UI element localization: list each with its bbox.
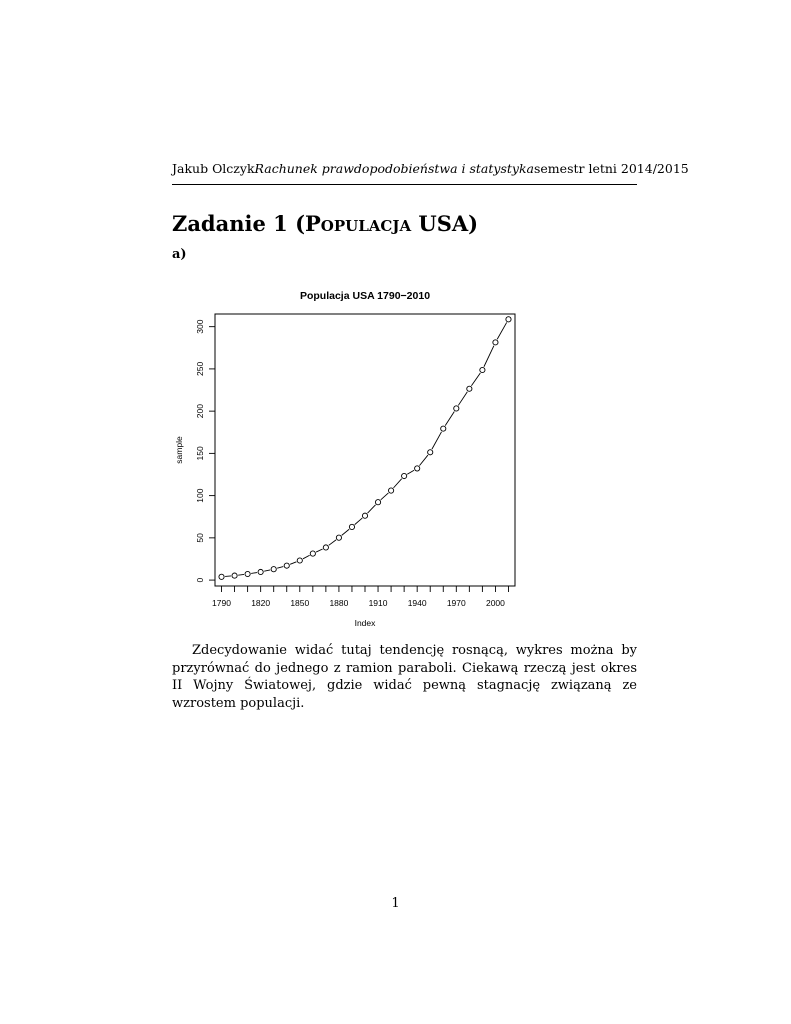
series-line-segment	[484, 346, 494, 367]
series-line-segment	[225, 576, 231, 577]
header-course: Rachunek prawdopodobieństwa i statystyka	[254, 161, 534, 176]
y-tick-label: 200	[195, 404, 205, 419]
chart-title: Populacja USA 1790−2010	[299, 290, 431, 302]
data-point	[415, 466, 420, 471]
data-point	[362, 513, 367, 518]
header-rule	[172, 184, 637, 185]
series-line-segment	[381, 493, 389, 500]
series-line-segment	[432, 432, 442, 449]
paragraph-text: Zdecydowanie widać tutaj tendencję rosnącą, wykres można by przyrównać do jednego z ramion paraboli. Ciekawą rzeczą jest okres II Wojny Światowej, gdzie widać pewną stagnację związaną ze wzrostem populacji.	[172, 643, 637, 711]
series-line-segment	[251, 573, 257, 574]
data-point	[454, 406, 459, 411]
y-tick-label: 50	[195, 533, 206, 543]
series-line-segment	[264, 570, 270, 571]
data-point	[506, 317, 511, 322]
plot-frame	[215, 314, 515, 586]
series-line-segment	[407, 470, 414, 474]
subsection-label: a)	[172, 247, 187, 262]
data-point	[219, 574, 224, 579]
population-chart	[165, 282, 525, 634]
data-point	[284, 563, 289, 568]
x-tick-label: 1880	[329, 598, 349, 608]
data-point	[323, 545, 328, 550]
x-tick-label: 1970	[446, 598, 466, 608]
population-figure	[165, 282, 525, 634]
x-tick-label: 2000	[485, 598, 505, 608]
series-line-segment	[471, 373, 480, 386]
series-line-segment	[238, 574, 244, 575]
data-point	[297, 558, 302, 563]
section-title	[172, 211, 478, 236]
running-header	[172, 161, 689, 176]
x-tick-label: 1790	[212, 598, 231, 608]
series-line-segment	[303, 555, 310, 559]
x-tick-label: 1850	[290, 598, 310, 608]
data-point	[271, 567, 276, 572]
data-point	[467, 386, 472, 391]
data-point	[388, 488, 393, 493]
section-subtitle: (Populacja USA)	[295, 211, 479, 236]
y-tick-label: 300	[195, 319, 205, 334]
data-point	[336, 535, 341, 540]
series-line-segment	[367, 505, 375, 513]
series-line-segment	[393, 479, 401, 488]
data-point	[480, 367, 485, 372]
series-line-segment	[445, 411, 454, 425]
series-line-segment	[497, 322, 506, 339]
data-point	[493, 340, 498, 345]
x-tick-label: 1820	[251, 598, 271, 608]
body-paragraph	[172, 642, 637, 712]
data-point	[349, 524, 354, 529]
page-number: 1	[391, 896, 400, 911]
x-tick-label: 1940	[407, 598, 427, 608]
y-tick-label: 250	[195, 361, 205, 377]
series-line-segment	[458, 392, 467, 406]
series-line-segment	[329, 540, 336, 545]
y-tick-label: 0	[195, 577, 205, 583]
series-line-segment	[290, 562, 296, 565]
y-tick-label: 100	[195, 488, 205, 503]
series-line-segment	[355, 518, 363, 525]
data-point	[310, 551, 315, 556]
header-author: Jakub Olczyk	[172, 161, 255, 176]
header-semester: semestr letni 2014/2015	[534, 161, 689, 176]
series-line-segment	[277, 567, 283, 569]
section-label: Zadanie 1	[172, 211, 288, 236]
data-point	[428, 450, 433, 455]
y-axis-label: sample	[174, 436, 184, 464]
data-point	[441, 426, 446, 431]
x-tick-label: 1910	[368, 598, 388, 608]
series-line-segment	[316, 549, 323, 552]
series-line-segment	[419, 455, 428, 466]
data-point	[258, 569, 263, 574]
data-point	[402, 473, 407, 478]
data-point	[232, 573, 237, 578]
y-tick-label: 150	[195, 446, 205, 461]
data-point	[375, 500, 380, 505]
data-point	[245, 571, 250, 576]
x-axis-label: Index	[354, 618, 376, 628]
series-line-segment	[342, 529, 349, 535]
